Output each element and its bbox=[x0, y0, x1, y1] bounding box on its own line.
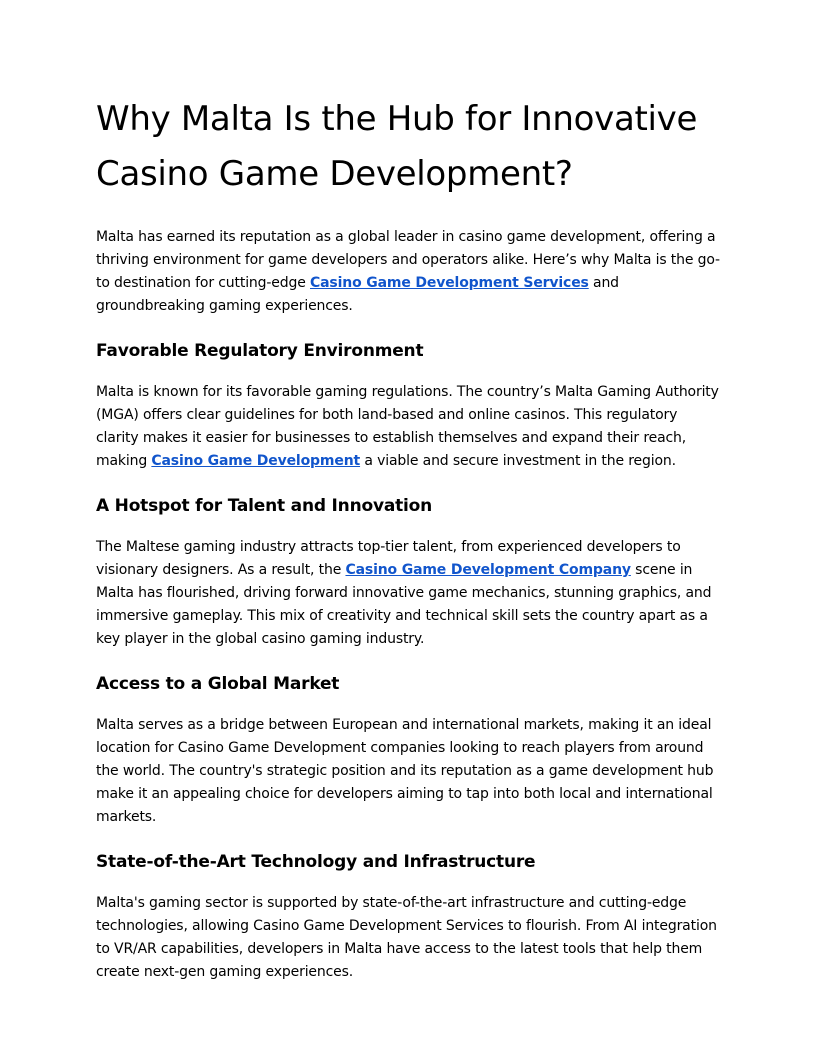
section-paragraph-global-market: Malta serves as a bridge between European and international markets, making it an ideal location for Casino Game Development companies looking to reach players from around the world. The country's strategic position and its reputation as a game development hub make it an appealing choice for developers aiming to tap into both local and international markets. bbox=[96, 717, 714, 825]
intro-paragraph bbox=[96, 226, 722, 318]
document-page bbox=[96, 92, 722, 984]
section-heading-global-market: Access to a Global Market bbox=[96, 674, 340, 694]
section-paragraph-talent bbox=[96, 536, 722, 651]
regulatory-text-before: Malta is known for its favorable gaming regulations. The country’s Malta Gaming Authority (MGA) offers clear guidelines for both land-based and online casinos. This regulatory clarity makes it easier for businesses to establish themselves and expand their reach, making bbox=[96, 384, 719, 469]
section-heading-technology: State-of-the-Art Technology and Infrastructure bbox=[96, 852, 536, 872]
section-heading-regulatory: Favorable Regulatory Environment bbox=[96, 341, 424, 361]
casino-game-development-company-link[interactable]: Casino Game Development Company bbox=[345, 562, 631, 578]
intro-text-before: Malta has earned its reputation as a global leader in casino game development, offering a thriving environment for game developers and operators alike. Here’s why Malta is the go-to destination for cutting-edge bbox=[96, 229, 720, 291]
section-paragraph-regulatory bbox=[96, 381, 722, 473]
regulatory-text-after: a viable and secure investment in the region. bbox=[360, 453, 676, 469]
casino-game-development-link[interactable]: Casino Game Development bbox=[151, 453, 361, 469]
casino-game-development-services-link[interactable]: Casino Game Development Services bbox=[310, 275, 589, 291]
talent-text-before: The Maltese gaming industry attracts top-tier talent, from experienced developers to visionary designers. As a result, the bbox=[96, 539, 681, 578]
talent-text-after: scene in Malta has flourished, driving forward innovative game mechanics, stunning graphics, and immersive gameplay. This mix of creativity and technical skill sets the country apart as a key player in the global casino gaming industry. bbox=[96, 562, 712, 647]
intro-text-after: and groundbreaking gaming experiences. bbox=[96, 275, 619, 314]
page-title: Why Malta Is the Hub for Innovative Casino Game Development? bbox=[96, 99, 698, 194]
section-heading-talent: A Hotspot for Talent and Innovation bbox=[96, 496, 433, 516]
section-paragraph-technology: Malta's gaming sector is supported by state-of-the-art infrastructure and cutting-edge technologies, allowing Casino Game Development Services to flourish. From AI integration to VR/AR capabilities, developers in Malta have access to the latest tools that help them create next-gen gaming experiences. bbox=[96, 895, 717, 980]
